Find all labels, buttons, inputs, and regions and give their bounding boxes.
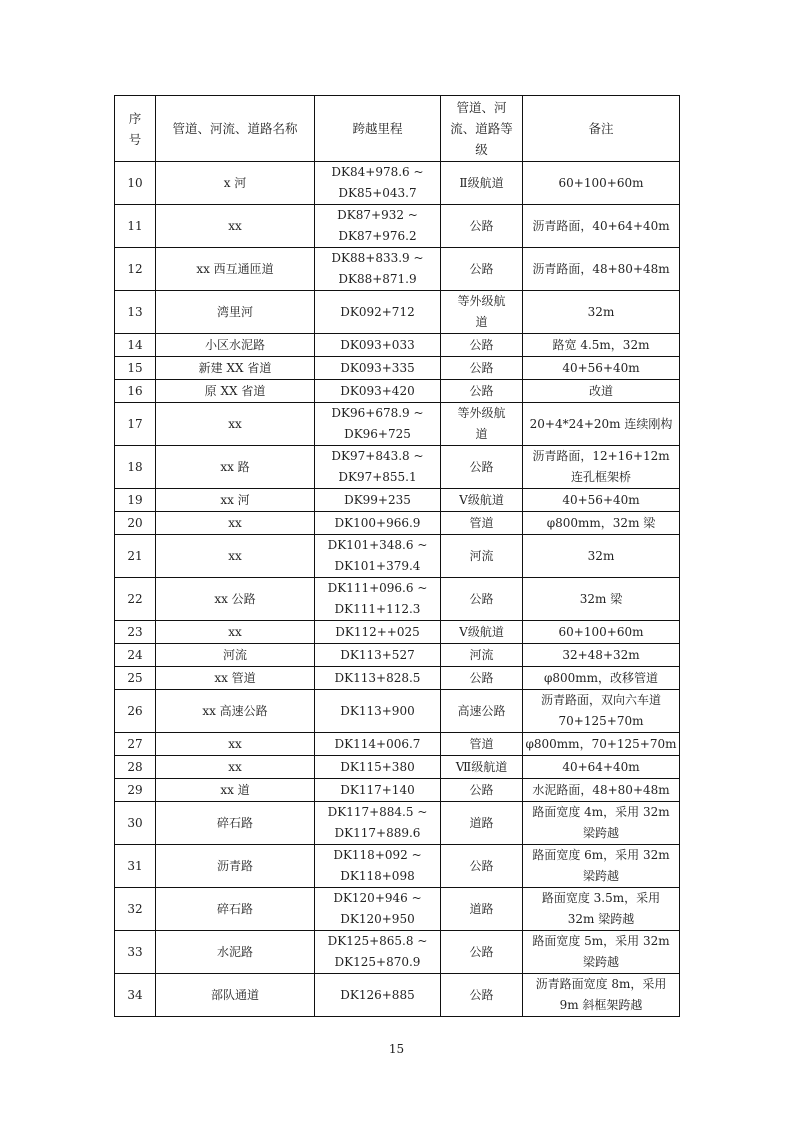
cell-mileage: DK093+033 [315, 334, 441, 357]
table-row [115, 733, 680, 756]
table-row [115, 512, 680, 535]
table-row [115, 779, 680, 802]
cell-index: 32 [115, 888, 156, 931]
cell-grade: Ⅱ级航道 [441, 162, 523, 205]
cell-name: xx [156, 205, 315, 248]
cell-remarks: 32m 梁 [523, 578, 680, 621]
page-number: 15 [388, 1042, 405, 1056]
cell-name: xx 高速公路 [156, 690, 315, 733]
cell-name: 湾里河 [156, 291, 315, 334]
table-row [115, 621, 680, 644]
cell-grade: 公路 [441, 334, 523, 357]
cell-mileage: DK117+140 [315, 779, 441, 802]
cell-index: 26 [115, 690, 156, 733]
cell-index: 23 [115, 621, 156, 644]
cell-index: 24 [115, 644, 156, 667]
header-index: 序 号 [115, 96, 156, 162]
cell-mileage: DK093+335 [315, 357, 441, 380]
table-row [115, 446, 680, 489]
cell-remarks: 改道 [523, 380, 680, 403]
cell-name: 小区水泥路 [156, 334, 315, 357]
table-header-row [115, 96, 680, 162]
cell-mileage: DK99+235 [315, 489, 441, 512]
cell-name: xx [156, 733, 315, 756]
cell-index: 22 [115, 578, 156, 621]
cell-index: 15 [115, 357, 156, 380]
cell-name: 新建 XX 省道 [156, 357, 315, 380]
cell-remarks: 沥青路面，48+80+48m [523, 248, 680, 291]
cell-remarks: 60+100+60m [523, 621, 680, 644]
cell-grade: 河流 [441, 644, 523, 667]
table-row [115, 578, 680, 621]
cell-grade: 道路 [441, 802, 523, 845]
table-row [115, 403, 680, 446]
cell-remarks: φ800mm，改移管道 [523, 667, 680, 690]
cell-remarks: φ800mm，70+125+70m [523, 733, 680, 756]
cell-name: xx [156, 756, 315, 779]
cell-grade: 公路 [441, 248, 523, 291]
cell-grade: 公路 [441, 779, 523, 802]
cell-mileage: DK114+006.7 [315, 733, 441, 756]
cell-name: xx [156, 621, 315, 644]
cell-mileage: DK96+678.9 ~ DK96+725 [315, 403, 441, 446]
cell-grade: 管道 [441, 733, 523, 756]
crossing-table [114, 95, 680, 1017]
cell-remarks: 水泥路面，48+80+48m [523, 779, 680, 802]
cell-name: 碎石路 [156, 802, 315, 845]
table-row [115, 291, 680, 334]
cell-grade: 公路 [441, 357, 523, 380]
cell-index: 21 [115, 535, 156, 578]
cell-name: xx [156, 535, 315, 578]
cell-mileage: DK111+096.6 ~ DK111+112.3 [315, 578, 441, 621]
cell-grade: 管道 [441, 512, 523, 535]
cell-remarks: 40+64+40m [523, 756, 680, 779]
cell-mileage: DK97+843.8 ~ DK97+855.1 [315, 446, 441, 489]
table-row [115, 667, 680, 690]
cell-remarks: 沥青路面宽度 8m，采用 9m 斜框架跨越 [523, 974, 680, 1017]
cell-grade: 公路 [441, 205, 523, 248]
cell-grade: 高速公路 [441, 690, 523, 733]
cell-mileage: DK88+833.9 ~ DK88+871.9 [315, 248, 441, 291]
cell-grade: 公路 [441, 974, 523, 1017]
cell-mileage: DK092+712 [315, 291, 441, 334]
table-row [115, 248, 680, 291]
cell-index: 10 [115, 162, 156, 205]
cell-mileage: DK126+885 [315, 974, 441, 1017]
cell-name: 水泥路 [156, 931, 315, 974]
cell-grade: 公路 [441, 845, 523, 888]
cell-remarks: 沥青路面，40+64+40m [523, 205, 680, 248]
cell-index: 30 [115, 802, 156, 845]
cell-mileage: DK87+932 ~ DK87+976.2 [315, 205, 441, 248]
cell-grade: 等外级航 道 [441, 403, 523, 446]
cell-mileage: DK093+420 [315, 380, 441, 403]
cell-index: 17 [115, 403, 156, 446]
cell-remarks: 40+56+40m [523, 357, 680, 380]
cell-remarks: 路面宽度 5m，采用 32m 梁跨越 [523, 931, 680, 974]
cell-grade: 河流 [441, 535, 523, 578]
table-row [115, 357, 680, 380]
cell-remarks: 路宽 4.5m，32m [523, 334, 680, 357]
cell-name: xx 路 [156, 446, 315, 489]
cell-grade: 等外级航 道 [441, 291, 523, 334]
cell-index: 14 [115, 334, 156, 357]
cell-mileage: DK118+092 ~ DK118+098 [315, 845, 441, 888]
cell-grade: 公路 [441, 931, 523, 974]
cell-name: xx [156, 403, 315, 446]
table-row [115, 535, 680, 578]
table-row [115, 888, 680, 931]
cell-name: 碎石路 [156, 888, 315, 931]
cell-index: 33 [115, 931, 156, 974]
cell-name: 沥青路 [156, 845, 315, 888]
cell-index: 27 [115, 733, 156, 756]
table-row [115, 380, 680, 403]
cell-remarks: 32m [523, 535, 680, 578]
cell-index: 28 [115, 756, 156, 779]
cell-mileage: DK100+966.9 [315, 512, 441, 535]
cell-index: 29 [115, 779, 156, 802]
cell-remarks: 路面宽度 4m，采用 32m 梁跨越 [523, 802, 680, 845]
cell-remarks: 32m [523, 291, 680, 334]
cell-index: 16 [115, 380, 156, 403]
cell-name: xx [156, 512, 315, 535]
cell-name: xx 道 [156, 779, 315, 802]
cell-name: 部队通道 [156, 974, 315, 1017]
cell-remarks: 沥青路面，12+16+12m 连孔框架桥 [523, 446, 680, 489]
cell-index: 18 [115, 446, 156, 489]
table-row [115, 162, 680, 205]
cell-remarks: 路面宽度 6m，采用 32m 梁跨越 [523, 845, 680, 888]
cell-name: xx 公路 [156, 578, 315, 621]
cell-mileage: DK120+946 ~ DK120+950 [315, 888, 441, 931]
cell-index: 13 [115, 291, 156, 334]
cell-mileage: DK101+348.6 ~ DK101+379.4 [315, 535, 441, 578]
cell-mileage: DK112++025 [315, 621, 441, 644]
cell-remarks: 60+100+60m [523, 162, 680, 205]
table-row [115, 334, 680, 357]
cell-index: 31 [115, 845, 156, 888]
cell-name: xx 西互通匝道 [156, 248, 315, 291]
cell-name: x 河 [156, 162, 315, 205]
cell-remarks: φ800mm，32m 梁 [523, 512, 680, 535]
cell-index: 25 [115, 667, 156, 690]
cell-grade: Ⅴ级航道 [441, 489, 523, 512]
cell-remarks: 沥青路面，双向六车道 70+125+70m [523, 690, 680, 733]
cell-grade: Ⅶ级航道 [441, 756, 523, 779]
cell-grade: 道路 [441, 888, 523, 931]
cell-mileage: DK113+900 [315, 690, 441, 733]
cell-remarks: 40+56+40m [523, 489, 680, 512]
cell-mileage: DK115+380 [315, 756, 441, 779]
table-body [115, 162, 680, 1017]
cell-mileage: DK84+978.6 ~ DK85+043.7 [315, 162, 441, 205]
table-row [115, 931, 680, 974]
cell-grade: 公路 [441, 380, 523, 403]
cell-grade: 公路 [441, 578, 523, 621]
cell-mileage: DK113+828.5 [315, 667, 441, 690]
cell-mileage: DK125+865.8 ~ DK125+870.9 [315, 931, 441, 974]
table-row [115, 690, 680, 733]
cell-grade: 公路 [441, 446, 523, 489]
cell-remarks: 32+48+32m [523, 644, 680, 667]
table-row [115, 845, 680, 888]
cell-index: 19 [115, 489, 156, 512]
cell-index: 12 [115, 248, 156, 291]
cell-mileage: DK117+884.5 ~ DK117+889.6 [315, 802, 441, 845]
table-row [115, 489, 680, 512]
cell-index: 34 [115, 974, 156, 1017]
cell-remarks: 路面宽度 3.5m，采用 32m 梁跨越 [523, 888, 680, 931]
header-remarks: 备注 [523, 96, 680, 162]
cell-mileage: DK113+527 [315, 644, 441, 667]
cell-name: 河流 [156, 644, 315, 667]
cell-remarks: 20+4*24+20m 连续刚构 [523, 403, 680, 446]
header-name: 管道、河流、道路名称 [156, 96, 315, 162]
cell-name: xx 管道 [156, 667, 315, 690]
header-grade: 管道、河 流、道路等 级 [441, 96, 523, 162]
cell-grade: Ⅴ级航道 [441, 621, 523, 644]
table-row [115, 756, 680, 779]
header-mileage: 跨越里程 [315, 96, 441, 162]
cell-name: xx 河 [156, 489, 315, 512]
table-row [115, 802, 680, 845]
table-row [115, 644, 680, 667]
cell-grade: 公路 [441, 667, 523, 690]
cell-index: 20 [115, 512, 156, 535]
table-row [115, 205, 680, 248]
cell-index: 11 [115, 205, 156, 248]
cell-name: 原 XX 省道 [156, 380, 315, 403]
table-row [115, 974, 680, 1017]
